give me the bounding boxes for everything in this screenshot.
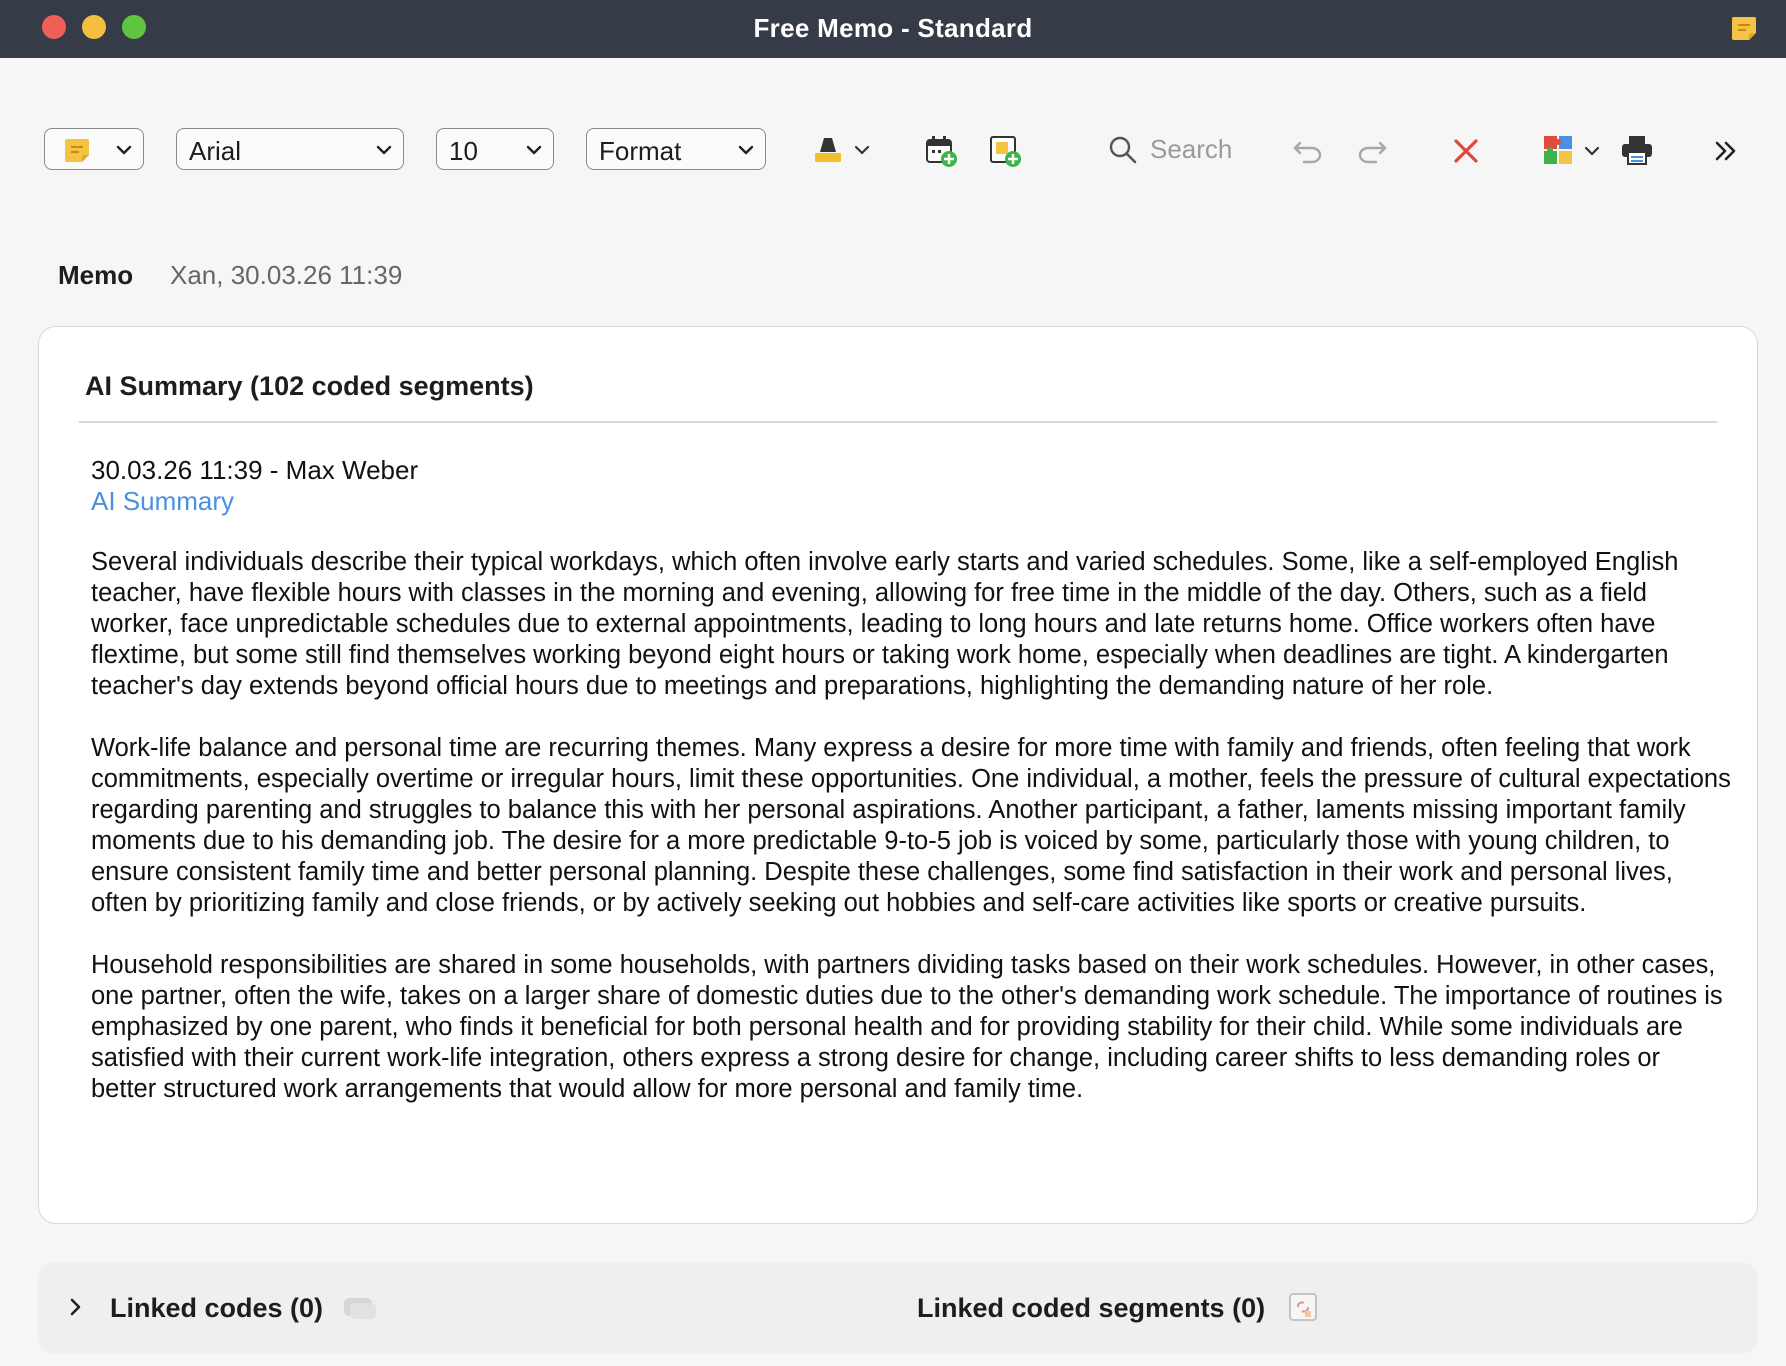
title-divider — [79, 421, 1717, 423]
memo-body-text[interactable] — [91, 547, 1731, 1136]
memo-type-select[interactable] — [44, 128, 144, 170]
summary-paragraph: Household responsibilities are shared in some households, with partners dividing tasks based on their work schedules. However, in other cases, one partner, often the wife, takes on a larger share of domestic duties due to the other's demanding work schedule. The importance of routines is emphasized by one parent, who finds it beneficial for both personal health and for providing stability for their child. While some individuals are satisfied with their current work-life integration, others express a strong desire for change, including career shifts to less demanding roles or better structured work arrangements that would allow for more personal and family time. — [91, 951, 1723, 1103]
window-title: Free Memo - Standard — [753, 13, 1033, 43]
chevron-down-icon — [375, 141, 393, 159]
undo-icon[interactable] — [1292, 138, 1324, 164]
redo-icon[interactable] — [1356, 138, 1388, 164]
linked-segments-label: Linked coded segments (0) — [917, 1293, 1266, 1323]
font-size-value: 10 — [449, 136, 478, 166]
close-icon[interactable] — [1452, 137, 1480, 165]
search-icon[interactable] — [1108, 135, 1138, 165]
linked-codes-icon — [342, 1294, 378, 1322]
entry-subtitle: AI Summary — [91, 486, 235, 516]
chevron-down-icon — [737, 141, 755, 159]
font-family-value: Arial — [189, 136, 242, 166]
memo-note-icon — [1730, 14, 1758, 42]
codes-puzzle-icon — [1542, 134, 1574, 166]
yellow-memo-icon — [63, 136, 91, 164]
highlighter-icon — [812, 132, 844, 166]
memo-title[interactable]: AI Summary (102 coded segments) — [85, 371, 534, 401]
font-size-select[interactable] — [436, 128, 554, 170]
chevron-down-icon — [115, 141, 133, 159]
font-family-select[interactable] — [176, 128, 404, 170]
entry-timestamp-author: 30.03.26 11:39 - Max Weber — [91, 455, 419, 485]
print-icon[interactable] — [1620, 134, 1654, 166]
linked-segments-icon — [1288, 1292, 1318, 1322]
summary-paragraph: Work-life balance and personal time are recurring themes. Many express a desire for more time with family and friends, often feeling that work commitments, especially overtime or irregular hours, limit these opportunities. One individual, a mother, feels the pressure of cultural expectations regarding parenting and struggles to balance this with her personal aspirations. Another participant, a father, laments missing important family moments due to his demanding job. The desire for a more predictable 9-to-5 job is voiced by some, particularly those with young children, to ensure consistent family time and better personal planning. Despite these challenges, some find satisfaction in their work and personal lives, often by prioritizing family and close friends, or by actively seeking out hobbies and self-care activities like sports or creative pursuits. — [91, 734, 1731, 917]
format-value: Format — [599, 136, 682, 166]
highlight-button[interactable] — [812, 132, 876, 168]
chevron-down-icon — [854, 142, 870, 158]
memo-add-icon[interactable] — [988, 134, 1022, 168]
format-select[interactable] — [586, 128, 766, 170]
chevron-down-icon — [525, 141, 543, 159]
toolbar — [0, 58, 1786, 248]
memo-author-date: Xan, 30.03.26 11:39 — [170, 260, 403, 290]
calendar-add-icon[interactable] — [924, 134, 958, 168]
title-bar — [0, 0, 1786, 58]
search-input[interactable]: Search — [1150, 134, 1233, 164]
chevron-double-right-icon[interactable] — [1714, 140, 1738, 162]
summary-paragraph: Several individuals describe their typical workdays, which often involve early starts and varied schedules. Some, like a self-employed English teacher, have flexible hours with classes in the morning and evening, allowing for free time in the middle of the day. Others, such as a field worker, face unpredictable schedules due to external appointments, leading to long hours and late returns home. Office workers often have flextime, but some still find themselves working beyond eight hours or taking work home, especially when deadlines are tight. A kindergarten teacher's day extends beyond official hours due to meetings and preparations, highlighting the demanding nature of her role. — [91, 548, 1679, 700]
chevron-down-icon — [1584, 143, 1600, 159]
chevron-right-icon[interactable] — [66, 1296, 86, 1318]
linked-panel — [38, 1262, 1758, 1354]
codes-button[interactable] — [1542, 134, 1606, 168]
memo-label: Memo — [58, 260, 134, 290]
memo-editor[interactable] — [38, 326, 1758, 1224]
linked-codes-toggle[interactable]: Linked codes (0) — [110, 1293, 324, 1323]
